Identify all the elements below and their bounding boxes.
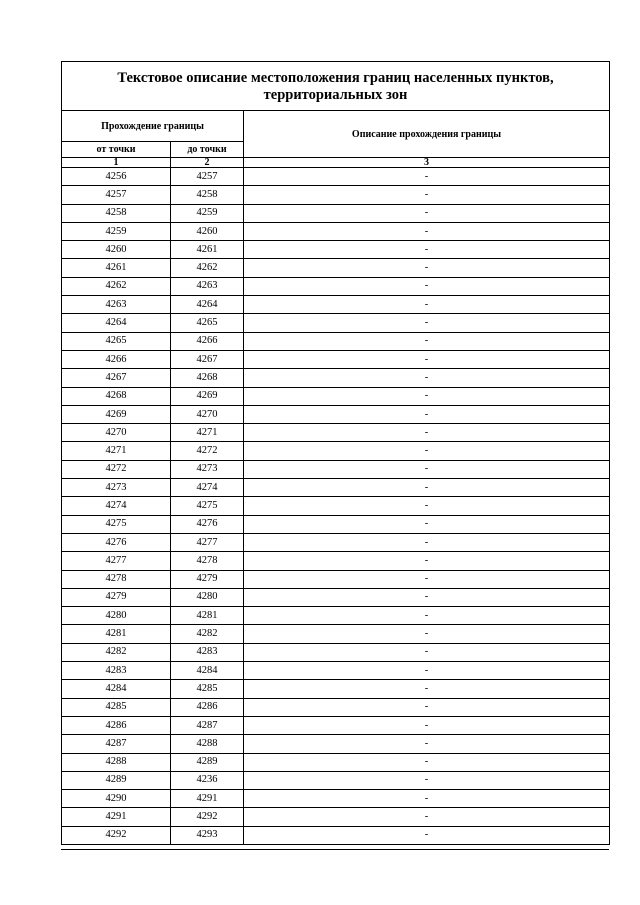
table-row [62, 533, 610, 551]
table-row [62, 332, 610, 350]
description-cell: - [244, 497, 610, 515]
from-point-cell: 4271 [62, 442, 171, 460]
description-cell: - [244, 241, 610, 259]
from-point-cell: 4278 [62, 570, 171, 588]
table-row [62, 204, 610, 222]
description-cell: - [244, 222, 610, 240]
from-point-cell: 4277 [62, 552, 171, 570]
to-point-cell: 4286 [171, 698, 244, 716]
from-point-cell: 4281 [62, 625, 171, 643]
table-row [62, 643, 610, 661]
to-point-cell: 4257 [171, 168, 244, 186]
table-row [62, 186, 610, 204]
from-point-cell: 4283 [62, 662, 171, 680]
to-point-cell: 4289 [171, 753, 244, 771]
description-cell: - [244, 350, 610, 368]
table-row [62, 405, 610, 423]
boundary-table [61, 61, 610, 845]
description-cell: - [244, 552, 610, 570]
from-point-cell: 4272 [62, 460, 171, 478]
description-cell: - [244, 643, 610, 661]
table-row [62, 387, 610, 405]
to-point-cell: 4279 [171, 570, 244, 588]
from-point-cell: 4269 [62, 405, 171, 423]
from-point-cell: 4282 [62, 643, 171, 661]
from-point-cell: 4273 [62, 479, 171, 497]
from-point-cell: 4263 [62, 296, 171, 314]
from-point-cell: 4288 [62, 753, 171, 771]
from-point-cell: 4290 [62, 790, 171, 808]
description-cell: - [244, 533, 610, 551]
from-point-cell: 4256 [62, 168, 171, 186]
table-row [62, 369, 610, 387]
table-body [62, 168, 610, 845]
from-point-cell: 4279 [62, 588, 171, 606]
from-point-cell: 4264 [62, 314, 171, 332]
from-point-cell: 4260 [62, 241, 171, 259]
table-row [62, 460, 610, 478]
column-number-2: 2 [171, 158, 244, 168]
description-cell: - [244, 662, 610, 680]
to-point-cell: 4285 [171, 680, 244, 698]
table-row [62, 314, 610, 332]
from-point-cell: 4292 [62, 826, 171, 844]
description-cell: - [244, 698, 610, 716]
to-point-cell: 4264 [171, 296, 244, 314]
table-row [62, 296, 610, 314]
table-row [62, 753, 610, 771]
description-cell: - [244, 277, 610, 295]
column-number-1: 1 [62, 158, 171, 168]
description-cell: - [244, 515, 610, 533]
table-row [62, 680, 610, 698]
to-point-cell: 4262 [171, 259, 244, 277]
to-point-cell: 4265 [171, 314, 244, 332]
description-cell: - [244, 186, 610, 204]
table-row [62, 570, 610, 588]
description-cell: - [244, 460, 610, 478]
description-cell: - [244, 735, 610, 753]
description-cell: - [244, 314, 610, 332]
to-point-cell: 4270 [171, 405, 244, 423]
table-row [62, 479, 610, 497]
to-point-cell: 4259 [171, 204, 244, 222]
from-point-cell: 4284 [62, 680, 171, 698]
table-row [62, 552, 610, 570]
from-point-cell: 4287 [62, 735, 171, 753]
description-cell: - [244, 588, 610, 606]
from-point-cell: 4268 [62, 387, 171, 405]
description-cell: - [244, 716, 610, 734]
description-cell: - [244, 771, 610, 789]
to-point-cell: 4284 [171, 662, 244, 680]
description-cell: - [244, 296, 610, 314]
to-point-cell: 4281 [171, 607, 244, 625]
from-point-header: от точки [62, 142, 171, 158]
from-point-cell: 4265 [62, 332, 171, 350]
to-point-cell: 4291 [171, 790, 244, 808]
from-point-cell: 4280 [62, 607, 171, 625]
from-point-cell: 4261 [62, 259, 171, 277]
to-point-cell: 4280 [171, 588, 244, 606]
to-point-cell: 4288 [171, 735, 244, 753]
table-row [62, 607, 610, 625]
document-page [61, 61, 609, 845]
description-cell: - [244, 259, 610, 277]
to-point-cell: 4236 [171, 771, 244, 789]
from-point-cell: 4258 [62, 204, 171, 222]
from-point-cell: 4289 [62, 771, 171, 789]
to-point-cell: 4274 [171, 479, 244, 497]
table-row [62, 625, 610, 643]
description-cell: - [244, 405, 610, 423]
to-point-cell: 4267 [171, 350, 244, 368]
table-row [62, 497, 610, 515]
table-row [62, 698, 610, 716]
table-row [62, 277, 610, 295]
to-point-cell: 4282 [171, 625, 244, 643]
description-column-header: Описание прохождения границы [244, 111, 610, 158]
bottom-border-line [61, 849, 609, 850]
to-point-header: до точки [171, 142, 244, 158]
to-point-cell: 4277 [171, 533, 244, 551]
from-point-cell: 4291 [62, 808, 171, 826]
from-point-cell: 4257 [62, 186, 171, 204]
table-row [62, 515, 610, 533]
description-cell: - [244, 424, 610, 442]
from-point-cell: 4262 [62, 277, 171, 295]
to-point-cell: 4268 [171, 369, 244, 387]
from-point-cell: 4266 [62, 350, 171, 368]
column-number-3: 3 [244, 158, 610, 168]
to-point-cell: 4261 [171, 241, 244, 259]
table-row [62, 716, 610, 734]
to-point-cell: 4276 [171, 515, 244, 533]
to-point-cell: 4292 [171, 808, 244, 826]
to-point-cell: 4272 [171, 442, 244, 460]
to-point-cell: 4273 [171, 460, 244, 478]
description-cell: - [244, 808, 610, 826]
description-cell: - [244, 680, 610, 698]
table-row [62, 222, 610, 240]
to-point-cell: 4275 [171, 497, 244, 515]
description-cell: - [244, 168, 610, 186]
table-row [62, 790, 610, 808]
to-point-cell: 4271 [171, 424, 244, 442]
table-row [62, 588, 610, 606]
from-point-cell: 4274 [62, 497, 171, 515]
from-point-cell: 4286 [62, 716, 171, 734]
table-row [62, 424, 610, 442]
description-cell: - [244, 570, 610, 588]
to-point-cell: 4278 [171, 552, 244, 570]
to-point-cell: 4293 [171, 826, 244, 844]
table-row [62, 735, 610, 753]
to-point-cell: 4263 [171, 277, 244, 295]
description-cell: - [244, 332, 610, 350]
from-point-cell: 4270 [62, 424, 171, 442]
table-row [62, 826, 610, 844]
from-point-cell: 4275 [62, 515, 171, 533]
column-number-row [62, 158, 610, 168]
to-point-cell: 4266 [171, 332, 244, 350]
description-cell: - [244, 204, 610, 222]
boundary-group-header: Прохождение границы [62, 111, 244, 142]
table-row [62, 350, 610, 368]
from-point-cell: 4259 [62, 222, 171, 240]
table-row [62, 241, 610, 259]
description-cell: - [244, 790, 610, 808]
from-point-cell: 4267 [62, 369, 171, 387]
to-point-cell: 4269 [171, 387, 244, 405]
document-title: Текстовое описание местоположения границ населенных пунктов, территориальных зон [62, 62, 610, 111]
description-cell: - [244, 826, 610, 844]
from-point-cell: 4285 [62, 698, 171, 716]
description-cell: - [244, 442, 610, 460]
table-row [62, 662, 610, 680]
description-cell: - [244, 625, 610, 643]
table-row [62, 259, 610, 277]
description-cell: - [244, 387, 610, 405]
to-point-cell: 4260 [171, 222, 244, 240]
table-row [62, 808, 610, 826]
to-point-cell: 4258 [171, 186, 244, 204]
table-header [62, 62, 610, 168]
table-row [62, 771, 610, 789]
table-row [62, 168, 610, 186]
to-point-cell: 4283 [171, 643, 244, 661]
description-cell: - [244, 607, 610, 625]
description-cell: - [244, 753, 610, 771]
table-row [62, 442, 610, 460]
description-cell: - [244, 369, 610, 387]
description-cell: - [244, 479, 610, 497]
to-point-cell: 4287 [171, 716, 244, 734]
from-point-cell: 4276 [62, 533, 171, 551]
